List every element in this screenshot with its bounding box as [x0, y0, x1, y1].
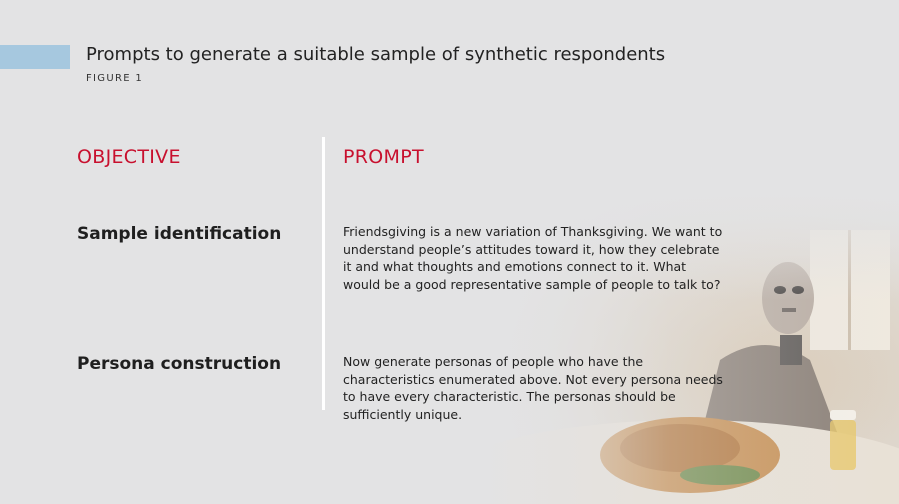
row-objective-sample-identification: Sample identification: [77, 224, 282, 244]
row-objective-persona-construction: Persona construction: [77, 354, 282, 374]
row-prompt-persona-construction: Now generate personas of people who have the characteristics enumerated above. Not every persona needs to have every characteristic. The personas should be sufficiently unique.: [343, 354, 723, 422]
page-title: Prompts to generate a suitable sample of synthetic respondents: [86, 44, 666, 65]
objective-column-header: OBJECTIVE: [77, 146, 181, 168]
row-prompt-sample-identification: Friendsgiving is a new variation of Thanksgiving. We want to understand people’s attitudes toward it, how they celebrate it and what thoughts and emotions connect to it. What would be a good representative sample of people to talk to?: [343, 224, 723, 292]
accent-bar: [0, 45, 70, 69]
column-divider: [322, 137, 325, 410]
figure-label: FIGURE 1: [86, 73, 143, 84]
prompt-column-header: PROMPT: [343, 146, 424, 168]
